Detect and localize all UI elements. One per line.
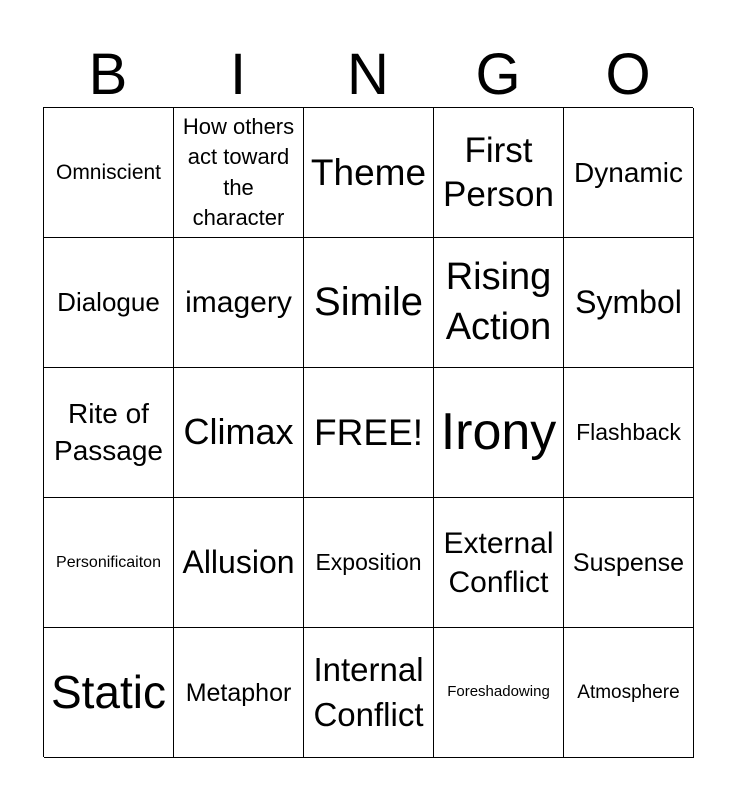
bingo-cell[interactable] — [44, 628, 174, 758]
bingo-cell[interactable] — [434, 238, 564, 368]
cell-text: Simile — [314, 280, 423, 325]
header-letter-b: B — [88, 42, 128, 107]
cell-text: Rite of Passage — [54, 398, 163, 466]
bingo-cell[interactable] — [304, 108, 434, 238]
cell-text: Metaphor — [185, 678, 292, 707]
cell-text: Theme — [310, 151, 427, 193]
cell-text: Suspense — [572, 548, 685, 577]
cell-text: Flashback — [576, 418, 681, 445]
bingo-cell[interactable] — [304, 368, 434, 498]
cell-text: FREE! — [314, 411, 423, 453]
cell-text: How others act toward the character — [182, 113, 295, 230]
bingo-header — [43, 44, 693, 106]
bingo-cell[interactable] — [174, 628, 304, 758]
header-letter-n: N — [347, 42, 389, 107]
cell-text: Symbol — [575, 283, 682, 320]
bingo-cell[interactable] — [174, 238, 304, 368]
bingo-cell[interactable] — [434, 498, 564, 628]
cell-text: Irony — [440, 403, 557, 462]
bingo-cell[interactable] — [434, 108, 564, 238]
cell-text: Dialogue — [57, 286, 160, 317]
cell-text: Personificaiton — [56, 553, 161, 571]
bingo-cell[interactable] — [434, 368, 564, 498]
bingo-cell[interactable] — [44, 238, 174, 368]
bingo-cell[interactable] — [174, 368, 304, 498]
cell-text: Internal Conflict — [313, 650, 424, 733]
cell-text: Atmosphere — [577, 681, 680, 703]
bingo-cell[interactable] — [44, 108, 174, 238]
bingo-cell[interactable] — [304, 628, 434, 758]
cell-text: Rising Action — [445, 256, 552, 348]
cell-text: First Person — [443, 130, 554, 214]
bingo-cell[interactable] — [564, 238, 694, 368]
cell-text: Exposition — [315, 548, 422, 575]
cell-text: Climax — [183, 411, 294, 453]
cell-text: Foreshadowing — [447, 683, 550, 701]
bingo-cell[interactable] — [174, 108, 304, 238]
cell-text: External Conflict — [443, 526, 554, 599]
cell-text: imagery — [185, 285, 292, 319]
bingo-cell[interactable] — [564, 498, 694, 628]
bingo-cell[interactable] — [304, 238, 434, 368]
header-letter-o: O — [605, 42, 651, 107]
bingo-grid — [43, 107, 693, 757]
bingo-cell[interactable] — [44, 368, 174, 498]
cell-text: Omniscient — [55, 160, 162, 184]
cell-text: Dynamic — [574, 156, 683, 188]
header-letter-g: G — [475, 42, 521, 107]
bingo-cell[interactable] — [44, 498, 174, 628]
bingo-cell[interactable] — [564, 108, 694, 238]
bingo-cell[interactable] — [434, 628, 564, 758]
bingo-cell[interactable] — [174, 498, 304, 628]
bingo-cell[interactable] — [564, 368, 694, 498]
cell-text: Static — [50, 665, 167, 718]
header-letter-i: I — [229, 42, 247, 107]
cell-text: Allusion — [182, 543, 295, 580]
bingo-cell[interactable] — [564, 628, 694, 758]
bingo-cell[interactable] — [304, 498, 434, 628]
